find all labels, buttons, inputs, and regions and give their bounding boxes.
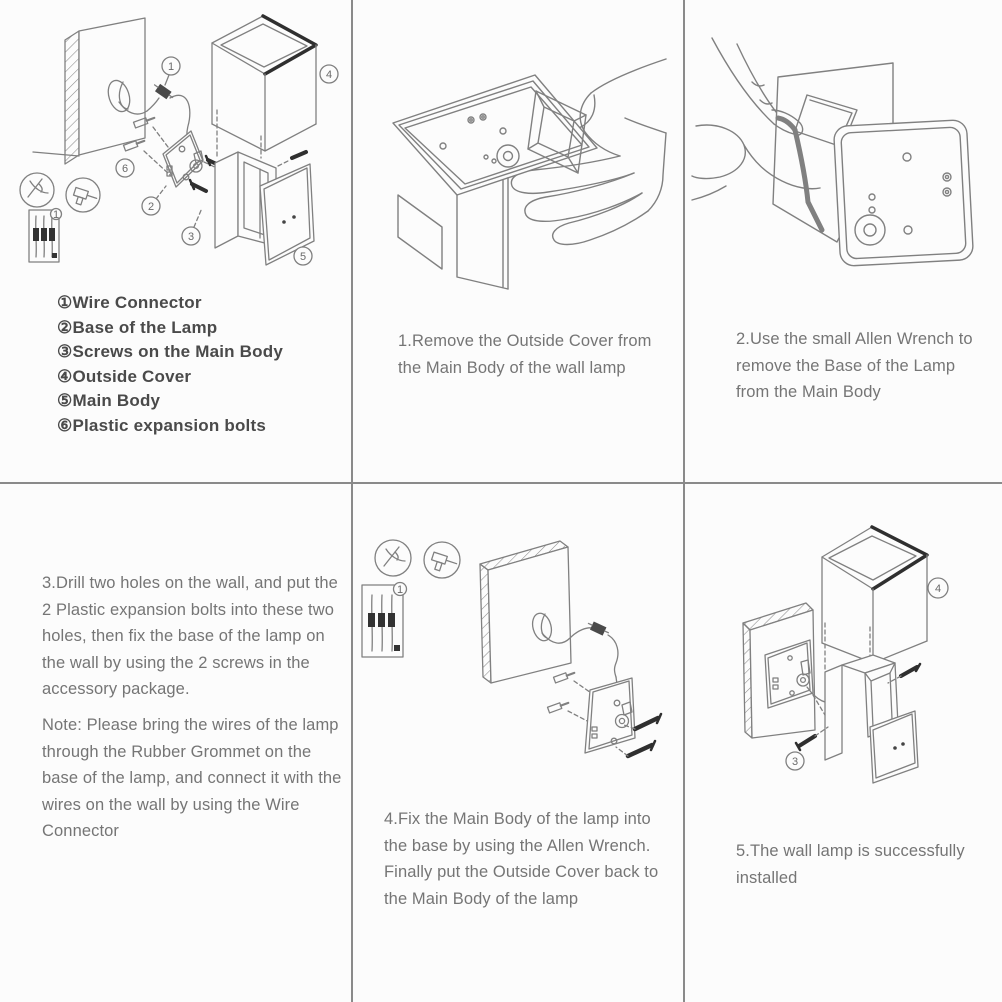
- connector-box-label: 1: [52, 208, 60, 221]
- outside-cover-drawing: [822, 527, 927, 670]
- wire-stripper-icon: [375, 540, 411, 576]
- parts-legend: [57, 291, 283, 439]
- legend-num: ⑥: [57, 415, 73, 435]
- label-2-text: 2: [147, 200, 155, 213]
- legend-label: Wire Connector: [72, 293, 202, 312]
- legend-item-1: [57, 291, 283, 316]
- legend-item-6: [57, 414, 283, 439]
- legend-label: Screws on the Main Body: [72, 342, 283, 362]
- base-plate-drawing: [585, 678, 635, 753]
- vertical-divider-2: [683, 0, 685, 1002]
- label-1-text: 1: [167, 60, 175, 73]
- step4-text: 4.Fix the Main Body of the lamp into the base by using the Allen Wrench. Finally put the Outside Cover back to the Main Body of the lamp: [384, 810, 659, 908]
- legend-num: ③: [57, 342, 73, 362]
- legend-num: ②: [57, 317, 73, 337]
- step3-text: 3.Drill two holes on the wall, and put the 2 Plastic expansion bolts into these two holes, then fix the base of the lamp on the wall by using the 2 screws in the accessory package.: [42, 574, 338, 698]
- wall-drawing: [480, 541, 571, 683]
- lamp-body-drawing: [393, 75, 597, 289]
- label-3-text: 3: [791, 755, 799, 768]
- vertical-divider-1: [351, 0, 353, 1002]
- legend-item-3: [57, 340, 283, 365]
- label-5-text: 5: [299, 250, 307, 263]
- legend-num: ①: [57, 293, 73, 312]
- note-text: Note: Please bring the wires of the lamp through the Rubber Grommet on the base of the lamp, and connect it with the wires on the wall by using the Wire Connector: [42, 716, 342, 840]
- wire-stripper-icon: [20, 173, 54, 207]
- step5-text: 5.The wall lamp is successfully installed: [736, 842, 965, 887]
- legend-item-2: [57, 316, 283, 341]
- horizontal-divider: [0, 482, 1002, 484]
- drill-icon: [424, 542, 460, 578]
- step1-text: 1.Remove the Outside Cover from the Main Body of the wall lamp: [398, 332, 652, 377]
- legend-num: ⑤: [57, 391, 73, 411]
- legend-label: Base of the Lamp: [72, 317, 218, 337]
- legend-item-4: [57, 365, 283, 390]
- outside-cover-drawing: [212, 16, 316, 158]
- legend-item-5: [57, 389, 283, 414]
- exploded-parts-diagram: [20, 8, 350, 296]
- remove-cover-illustration: [368, 25, 668, 305]
- legend-num: ④: [57, 366, 73, 386]
- label-3-text: 3: [187, 230, 195, 243]
- connector-box-label: 1: [396, 583, 404, 596]
- hand-drawing: [692, 38, 820, 200]
- label-6-text: 6: [121, 162, 129, 175]
- mount-base-illustration: [358, 505, 668, 805]
- step2-text: 2.Use the small Allen Wrench to remove the Base of the Lamp from the Main Body: [736, 330, 973, 401]
- legend-label: Plastic expansion bolts: [72, 415, 266, 435]
- drill-icon: [66, 178, 100, 212]
- label-4-text: 4: [934, 582, 942, 595]
- legend-label: Main Body: [72, 391, 161, 411]
- installed-lamp-illustration: [695, 515, 995, 815]
- wall-drawing: [33, 18, 147, 164]
- allen-wrench-illustration: [692, 30, 998, 295]
- expansion-bolts-drawing: [548, 670, 594, 723]
- base-plate-drawing: [833, 120, 973, 267]
- legend-label: Outside Cover: [72, 366, 192, 386]
- label-4-text: 4: [325, 68, 333, 81]
